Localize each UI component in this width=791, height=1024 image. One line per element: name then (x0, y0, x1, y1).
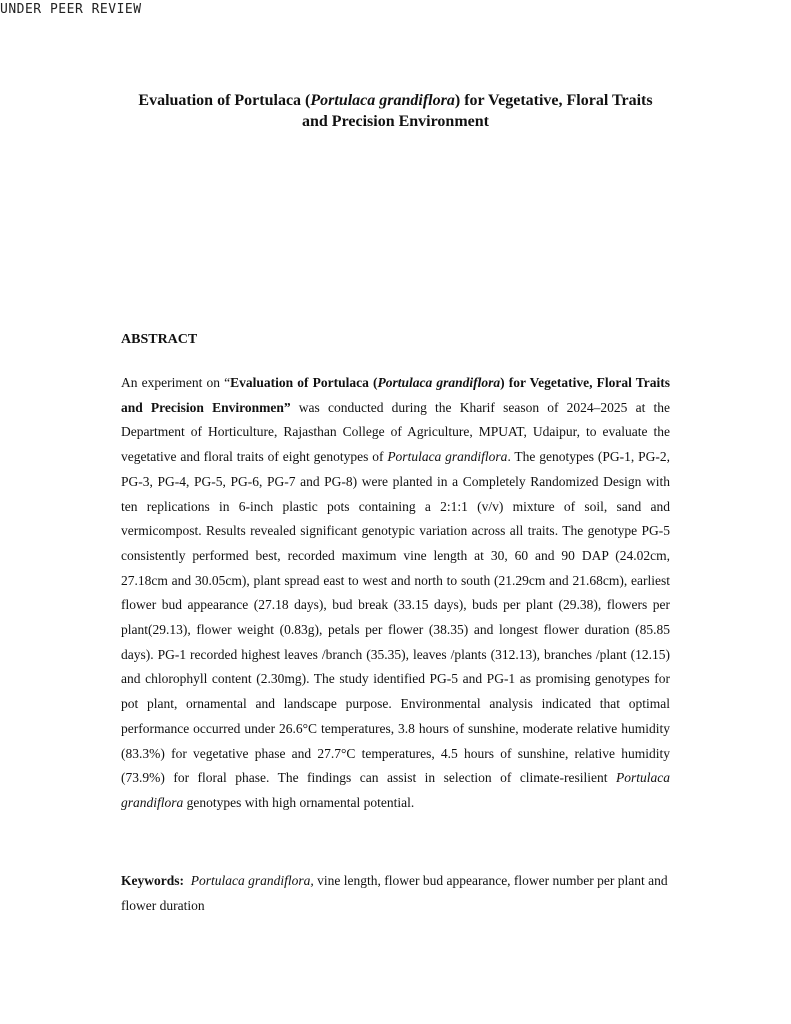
abstract-bold-part2: ) for Vegetative, Floral Traits and Precision Environmen” (121, 375, 671, 415)
title-line2: and Precision Environment (302, 113, 489, 130)
abstract-species1: Portulaca grandiflora (387, 449, 508, 465)
abstract-text2: . The genotypes (PG-1, PG-2, PG-3, PG-4, PG-5, PG-6, PG-7 and PG-8) were planted in a Completely Randomized Design with ten replications in 6-inch plastic pots containing a 2:1:1 (v/v) mixture of soil, sand and vermicompost. Results revealed significant genotypic variation across all traits. The genotype PG-5 consistently performed best, recorded maximum vine length at 30, 60 and 90 DAP (24.02cm, 27.18cm and 30.05cm), plant spread east to west and north to south (21.29cm and 21.68cm), earliest flower bud appearance (27.18 days), bud break (33.15 days), buds per plant (29.38), flowers per plant(29.13), flower weight (0.83g), petals per flower (38.35) and longest flower duration (85.85 days). PG-1 recorded highest leaves /branch (35.35), leaves /plants (312.13), branches /plant (12.15) and chlorophyll content (2.30mg). The study identified PG-5 and PG-1 as promising genotypes for pot plant, ornamental and landscape purpose. Environmental analysis indicated that optimal performance occurred under 26.6°C temperatures, 3.8 hours of sunshine, moderate relative humidity (83.3%) for vegetative phase and 27.7°C temperatures, 4.5 hours of sunshine, relative humidity (73.9%) for floral phase. The findings can assist in selection of climate-resilient (121, 449, 670, 786)
abstract-body (121, 371, 670, 816)
title-species: Portulaca grandiflora (310, 92, 455, 109)
abstract-text1: was conducted during the Kharif season of 2024–2025 at the Department of Horticulture, Rajasthan College of Agriculture, MPUAT, Udaipur, to evaluate the vegetative and floral traits of eight genotypes of (121, 399, 670, 465)
abstract-bold-part1: Evaluation of Portulaca ( (230, 375, 378, 390)
abstract-text3: genotypes with high ornamental potential. (183, 794, 415, 810)
keywords-label: Keywords: (121, 873, 184, 888)
title-part1: Evaluation of Portulaca ( (138, 92, 311, 109)
peer-review-watermark: UNDER PEER REVIEW (0, 2, 142, 17)
keywords-rest: vine length, flower bud appearance, flower number per plant and flower duration (121, 873, 668, 913)
paper-title (90, 90, 701, 132)
keywords-section (121, 869, 670, 918)
title-part2: ) for Vegetative, Floral Traits (454, 92, 653, 109)
abstract-species2: Portulaca grandiflora (121, 770, 670, 810)
abstract-heading: ABSTRACT (121, 332, 198, 347)
abstract-bold-species: Portulaca grandiflora (377, 375, 501, 390)
keywords-species: Portulaca grandiflora, (190, 873, 314, 888)
abstract-intro: An experiment on “ (121, 375, 231, 390)
